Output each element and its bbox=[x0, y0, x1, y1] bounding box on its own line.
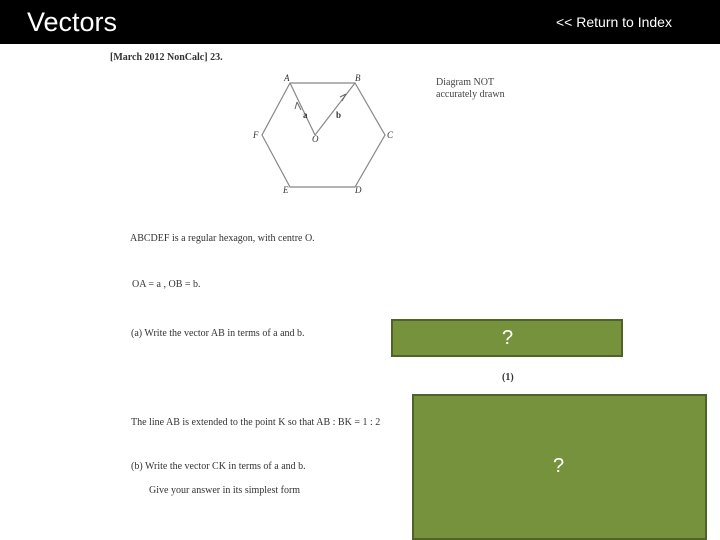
title-bar bbox=[0, 0, 720, 44]
label-B: B bbox=[355, 73, 361, 83]
diagram-note bbox=[436, 77, 505, 101]
question-source: [March 2012 NonCalc] 23. bbox=[110, 52, 223, 63]
answer-b-placeholder: ? bbox=[553, 455, 565, 477]
part-b-instruction: Give your answer in its simplest form bbox=[149, 485, 301, 496]
line-extended-text: The line AB is extended to the point K so that AB : BK = 1 : 2 bbox=[131, 417, 381, 428]
part-a-question: (a) Write the vector AB in terms of a and b. bbox=[131, 328, 305, 339]
label-E: E bbox=[283, 185, 289, 195]
vector-definitions: OA = a , OB = b. bbox=[132, 279, 201, 290]
label-C: C bbox=[387, 130, 394, 140]
vector-arrows bbox=[295, 94, 346, 110]
label-b: b bbox=[336, 110, 342, 120]
part-b-question: (b) Write the vector CK in terms of a and b. bbox=[131, 461, 306, 472]
diagram-note-line1: Diagram NOT bbox=[436, 77, 495, 88]
hexagon-diagram bbox=[245, 70, 405, 200]
answer-a-reveal-box[interactable] bbox=[391, 319, 623, 357]
label-A: A bbox=[284, 73, 290, 83]
hexagon-intro: ABCDEF is a regular hexagon, with centre O. bbox=[130, 233, 315, 244]
label-D: D bbox=[355, 185, 362, 195]
answer-a-placeholder: ? bbox=[502, 327, 514, 349]
label-a: a bbox=[303, 110, 308, 120]
return-to-index-link[interactable]: << Return to Index bbox=[556, 14, 672, 30]
diagram-note-line2: accurately drawn bbox=[436, 89, 505, 100]
page-title: Vectors bbox=[27, 7, 118, 37]
label-F: F bbox=[253, 130, 259, 140]
part-a-marks: (1) bbox=[502, 372, 514, 383]
label-O: O bbox=[312, 134, 319, 144]
answer-b-reveal-box[interactable] bbox=[412, 394, 707, 540]
hexagon-shape bbox=[262, 83, 385, 187]
